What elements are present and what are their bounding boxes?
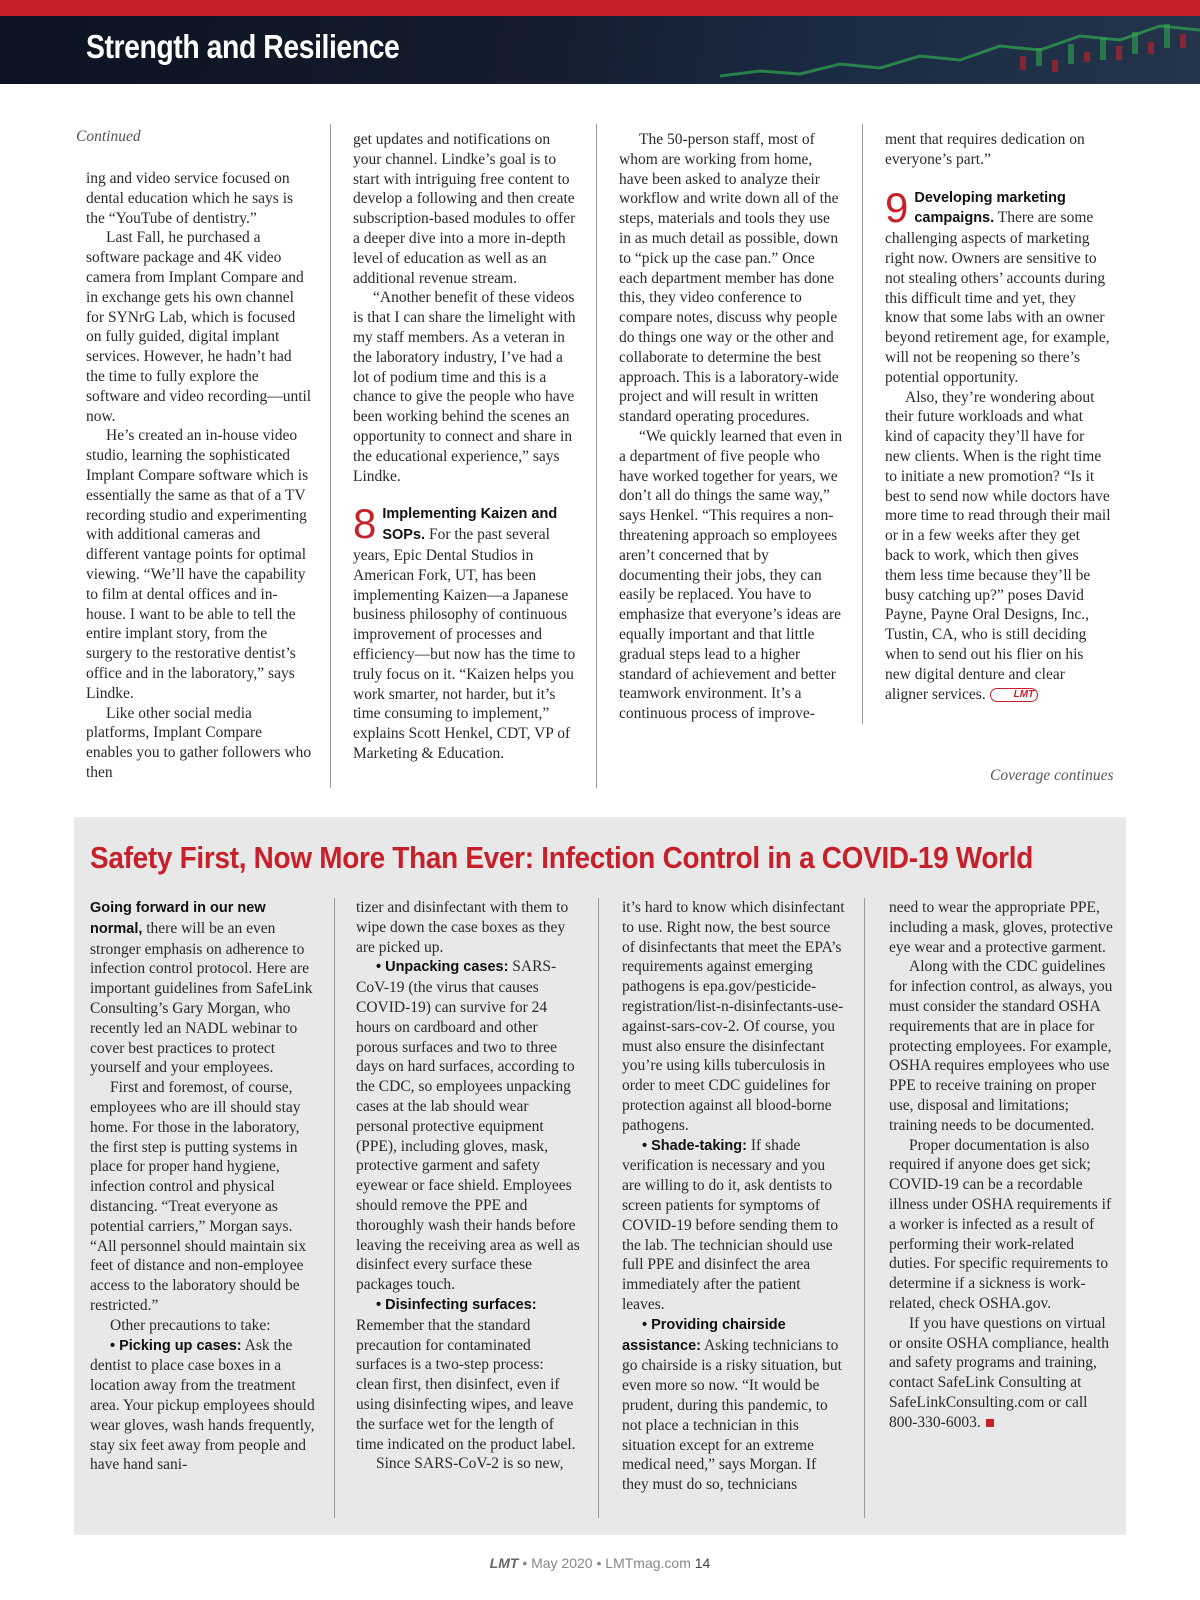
footer-separator: •	[596, 1555, 602, 1571]
article-column-3	[619, 130, 844, 724]
paragraph: need to wear the appropriate PPE, including a mask, gloves, protective eye wear and a protective garment.	[889, 899, 1113, 956]
bullet-label: • Picking up cases:	[110, 1337, 242, 1354]
coverage-continues-label: Coverage continues	[990, 767, 1114, 784]
bullet-item	[356, 1295, 580, 1454]
paragraph	[90, 898, 316, 1078]
bullet-text: If shade verification is necessary and you are willing to do it, ask dentists to screen patients for symptoms of COVID-19 before sending them to the lab. The technician should use full PPE and disinfect the area immediately after the patient leaves.	[622, 1136, 839, 1313]
sidebar-column-4	[889, 898, 1113, 1433]
footer-date: May 2020	[531, 1555, 593, 1571]
paragraph: He’s created an in-house video studio, learning the sophisticated Implant Compare software which is essentially the same as that of a TV recording studio and experimenting with additional cameras and different vantage points for optimal viewing. “We’ll have the capability to film at dental offices and in-house. I want to be able to tell the entire implant story, from the surgery to the restorative dentist’s office and in the laboratory,” says Lindke.	[86, 427, 309, 702]
paragraph	[885, 388, 1111, 705]
paragraph-text: Also, they’re wondering about their future workloads and what kind of capacity they’ll have for new clients. When is the right time to initiate a new promotion? “Is it best to send now while doctors have more time to read through their mail or in a few weeks after they get back to work, which then gives them less time because they’ll be busy catching up?” poses David Payne, Payne Oral Designs, Inc., Tustin, CA, who is still deciding when to send out his flier on his new digital denture and clear aligner services.	[885, 388, 1111, 703]
footer-separator: •	[522, 1555, 528, 1571]
paragraph: Along with the CDC guidelines for infection control, as always, you must consider the standard OSHA requirements that are in place for protecting employees. For example, OSHA requires employees who use PPE to receive training on proper use, disposal and limitations; training needs to be documented.	[889, 958, 1113, 1134]
bullet-item	[622, 1136, 846, 1315]
column-divider	[862, 124, 863, 724]
continued-label: Continued	[76, 128, 141, 145]
paragraph	[889, 1314, 1113, 1433]
section-title: Strength and Resilience	[86, 28, 400, 65]
paragraph: Other precautions to take:	[110, 1316, 271, 1334]
column-divider	[598, 898, 599, 1518]
paragraph: ment that requires dedication on everyone’s part.”	[885, 131, 1085, 168]
bullet-text: Asking technicians to go chairside is a risky situation, but even more so now. “It would be prudent, during this pandemic, to not place a technician in this situation except for an extreme medical need,” says Morgan. If they must do so, technicians	[622, 1336, 842, 1494]
paragraph-text: If you have questions on virtual or onsite OSHA compliance, health and safety programs and training, contact SafeLink Consulting at SafeLinkConsulting.com or call 800-330-6003.	[889, 1314, 1109, 1431]
page-number: 14	[694, 1555, 711, 1571]
sidebar-title: Safety First, Now More Than Ever: Infection Control in a COVID-19 World	[90, 840, 1033, 875]
footer-brand: LMT	[489, 1555, 519, 1571]
article-column-1	[86, 169, 312, 783]
section-body: For the past several years, Epic Dental Studios in American Fork, UT, has been implementing Kaizen—a Japanese business philosophy of continuous improvement of processes and efficiency—but now has the time to truly focus on it. “Kaizen helps you work smarter, not harder, but it’s time consuming to implement,” explains Scott Henkel, CDT, VP of Marketing & Education.	[353, 526, 576, 762]
section-number: 8	[353, 500, 377, 548]
bullet-label: • Disinfecting surfaces:	[376, 1296, 537, 1313]
footer-site: LMTmag.com	[605, 1555, 691, 1571]
paragraph: get updates and notifications on your channel. Lindke’s goal is to start with intriguing free content to develop a following and then create subscription-based modules to offer a deeper dive into a more in-depth level of education as well as an additional revenue stream.	[353, 131, 576, 287]
header-red-stripe	[0, 0, 1200, 16]
bullet-item	[90, 1336, 316, 1476]
header-banner	[0, 0, 1200, 84]
section-8	[353, 500, 578, 763]
bullet-label: • Shade-taking:	[642, 1137, 747, 1154]
lmt-end-logo: LMT	[990, 688, 1039, 702]
bullet-item	[622, 1315, 846, 1495]
section-heading: Implementing Kaizen and SOPs.	[382, 506, 558, 544]
bullet-text: SARS-CoV-19 (the virus that causes COVID-19) can survive for 24 hours on cardboard and other porous surfaces and two to three days on hard surfaces, according to the CDC, so employees unpacking cases at the lab should wear personal protective equipment (PPE), including gloves, mask, protective garment and safety eyewear or face shield. Employees should remove the PPE and thoroughly wash their hands before leaving the receiving area as well as disinfect every surface these packages touch.	[356, 958, 580, 1294]
paragraph: Proper documentation is also required if anyone does get sick; COVID-19 can be a recordable illness under OSHA requirements if a worker is infected as a result of performing their work-related duties. For specific requirements to determine if a sickness is work-related, check OSHA.gov.	[889, 1136, 1112, 1312]
sidebar-column-3	[622, 898, 846, 1495]
paragraph: Since SARS-CoV-2 is so new,	[376, 1455, 564, 1473]
paragraph: Last Fall, he purchased a software package and 4K video camera from Implant Compare and in exchange gets his own channel for SYNrG Lab, which is focused on fully guided, digital implant services. However, he hadn’t had the time to fully explore the software and video recording—until now.	[86, 229, 312, 425]
article-column-4	[885, 130, 1111, 704]
paragraph-text: there will be an even stronger emphasis on adherence to infection control protocol. Here are important guidelines from SafeLink Consulting’s Gary Morgan, who recently led an NADL webinar to cover best practices to protect yourself and your employees.	[90, 919, 313, 1077]
end-mark	[986, 1419, 994, 1427]
bullet-text: Remember that the standard precaution for contaminated surfaces is a two-step process: clean first, then disinfect, even if using disinfecting wipes, and leave the surface wet for the length of time indicated on the product label.	[356, 1316, 576, 1453]
bullet-item	[356, 957, 580, 1295]
section-body: There are some challenging aspects of marketing right now. Owners are sensitive to not stealing others’ accounts during this difficult time and yet, they know that some labs with an owner beyond retirement age, for example, will not be reopening so there’s potential opportunity.	[885, 209, 1110, 386]
paragraph: The 50-person staff, most of whom are working from home, have been asked to analyze their workflow and write down all of the steps, materials and tools they use in as much detail as possible, down to “pick up the case pan.” Once each department member has done this, they video conference to compare notes, discuss why people do things one way or the other and collaborate to determine the best approach. This is a laboratory-wide project and will result in written standard operating procedures.	[619, 131, 839, 426]
column-divider	[864, 898, 865, 1518]
section-heading: Developing marketing campaigns.	[914, 189, 1066, 227]
article-column-2	[353, 130, 578, 764]
column-divider	[334, 898, 335, 1518]
stock-chart-graphic	[720, 16, 1200, 84]
sidebar-column-2	[356, 898, 580, 1474]
paragraph: “Another benefit of these videos is that I can share the limelight with my staff members. As a veteran in the laboratory industry, I’ve had a lot of podium time and this is a chance to give the people who have been working behind the scenes an opportunity to connect and share in the educational experience,” says Lindke.	[353, 289, 576, 485]
paragraph: it’s hard to know which disinfectant to use. Right now, the best source of disinfectants that meet the EPA’s requirements against emerging pathogens is epa.gov/pesticide-registration/list-n-disinfectants-use-against-sars-cov-2. Of course, you must also ensure the disinfectant you’re using kills tuberculosis in order to meet CDC guidelines for protection against all blood-borne pathogens.	[622, 899, 845, 1134]
sidebar-column-1	[90, 898, 316, 1475]
section-9	[885, 183, 1111, 388]
section-number: 9	[885, 183, 909, 231]
paragraph: First and foremost, of course, employees who are ill should stay home. For those in the laboratory, the first step is putting systems in place for proper hand hygiene, infection control and physical distancing. “Treat everyone as potential carriers,” Morgan says. “All personnel should maintain six feet of distance and non-employee access to the laboratory should be restricted.”	[90, 1079, 307, 1314]
bullet-label: • Unpacking cases:	[376, 959, 509, 976]
paragraph: tizer and disinfectant with them to wipe down the case boxes as they are picked up.	[356, 899, 569, 956]
paragraph: “We quickly learned that even in a department of five people who have worked together for years, we don’t all do things the same way,” says Henkel. “This requires a non-threatening approach so employees aren’t concerned that by documenting their jobs, they can easily be replaced. You have to emphasize that everyone’s ideas are equally important and that little gradual steps lead to a higher standard of achievement and better teamwork environment. It’s a continuous process of improve-	[619, 427, 843, 723]
bullet-label: • Providing chairside assistance:	[622, 1316, 786, 1354]
column-divider	[596, 124, 597, 788]
bullet-text: Ask the dentist to place case boxes in a location away from the treatment area. Your pickup employees should wear gloves, wash hands frequently, stay six feet away from people and have hand sani-	[90, 1336, 315, 1474]
paragraph: ing and video service focused on dental education which he says is the “YouTube of dentistry.”	[86, 170, 294, 227]
lead-in: Going forward in our new normal,	[90, 900, 266, 937]
column-divider	[330, 124, 331, 788]
paragraph: Like other social media platforms, Implant Compare enables you to gather followers who then	[86, 704, 312, 781]
page-footer	[0, 1555, 1200, 1571]
